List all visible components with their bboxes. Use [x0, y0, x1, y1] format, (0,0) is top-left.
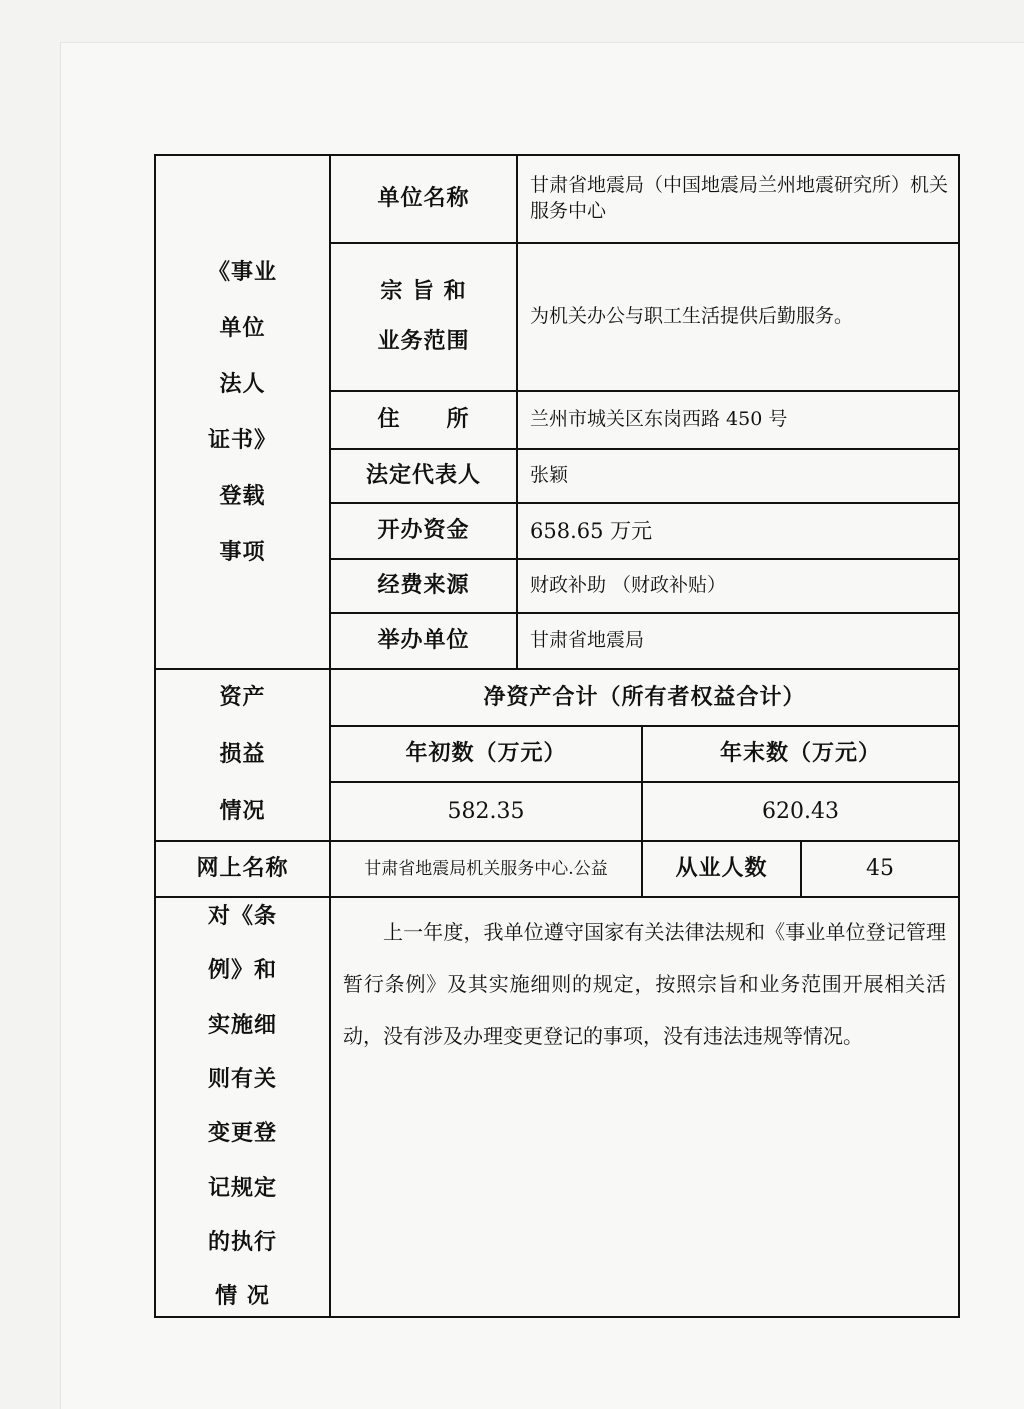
group-label-line: 事项 [219, 539, 266, 566]
assets-label-line: 资产 [219, 684, 266, 711]
year-end-header: 年末数（万元） [719, 740, 881, 767]
address-label: 住 所 [377, 406, 470, 433]
compliance-label-line: 实施细 [207, 1011, 277, 1038]
net-assets-header: 净资产合计（所有者权益合计） [483, 683, 806, 710]
purpose-label [331, 244, 516, 390]
compliance-label-line: 变更登 [207, 1120, 277, 1147]
compliance-group-label [156, 902, 329, 1312]
compliance-text: 上一年度，我单位遵守国家有关法律法规和《事业单位登记管理暂行条例》及其实施细则的规定，按照宗旨和业务范围开展相关活动，没有涉及办理变更登记的事项，没有违法违规等情况。 [343, 920, 946, 1048]
compliance-label-line: 的执行 [207, 1228, 277, 1255]
compliance-label-line: 对《条 [207, 903, 277, 929]
sponsor-value: 甘肃省地震局 [530, 629, 645, 652]
funds-value: 658.65 万元 [530, 518, 653, 543]
funding-source-label: 经费来源 [377, 572, 470, 599]
online-name-value: 甘肃省地震局机关服务中心.公益 [364, 858, 608, 879]
group-label-line: 法人 [219, 371, 266, 398]
compliance-label-line: 情 况 [215, 1283, 270, 1310]
compliance-label-line: 则有关 [207, 1065, 277, 1092]
year-start-value: 582.35 [447, 798, 525, 824]
sponsor-label: 举办单位 [377, 627, 470, 654]
legal-rep-label: 法定代表人 [365, 462, 481, 489]
purpose-label-line: 宗 旨 和 [380, 278, 467, 305]
staff-count-label: 从业人数 [675, 855, 768, 882]
compliance-label-line: 记规定 [207, 1174, 277, 1201]
funds-label: 开办资金 [377, 517, 470, 544]
assets-label-line: 情况 [219, 797, 266, 824]
staff-count-value: 45 [866, 856, 894, 882]
unit-name-value: 甘肃省地震局（中国地震局兰州地震研究所）机关服务中心 [530, 174, 949, 222]
funding-source-value: 财政补助 （财政补贴） [530, 574, 727, 597]
year-end-value: 620.43 [762, 798, 839, 824]
compliance-label-line: 例》和 [207, 957, 277, 984]
assets-label-line: 损益 [219, 741, 266, 768]
group-label-line: 单位 [219, 315, 266, 342]
address-value: 兰州市城关区东岗西路 450 号 [530, 408, 788, 431]
legal-rep-value: 张颖 [530, 464, 569, 487]
year-start-header: 年初数（万元） [405, 740, 567, 767]
group-label-line: 《事业 [207, 259, 277, 285]
purpose-label-line: 业务范围 [377, 328, 470, 354]
group-label-line: 证书》 [207, 427, 277, 454]
purpose-value: 为机关办公与职工生活提供后勤服务。 [530, 305, 854, 328]
registration-group-label [156, 258, 329, 568]
online-name-label: 网上名称 [196, 855, 289, 882]
group-label-line: 登载 [219, 483, 266, 510]
assets-group-label [156, 670, 329, 840]
unit-name-label: 单位名称 [377, 185, 470, 212]
